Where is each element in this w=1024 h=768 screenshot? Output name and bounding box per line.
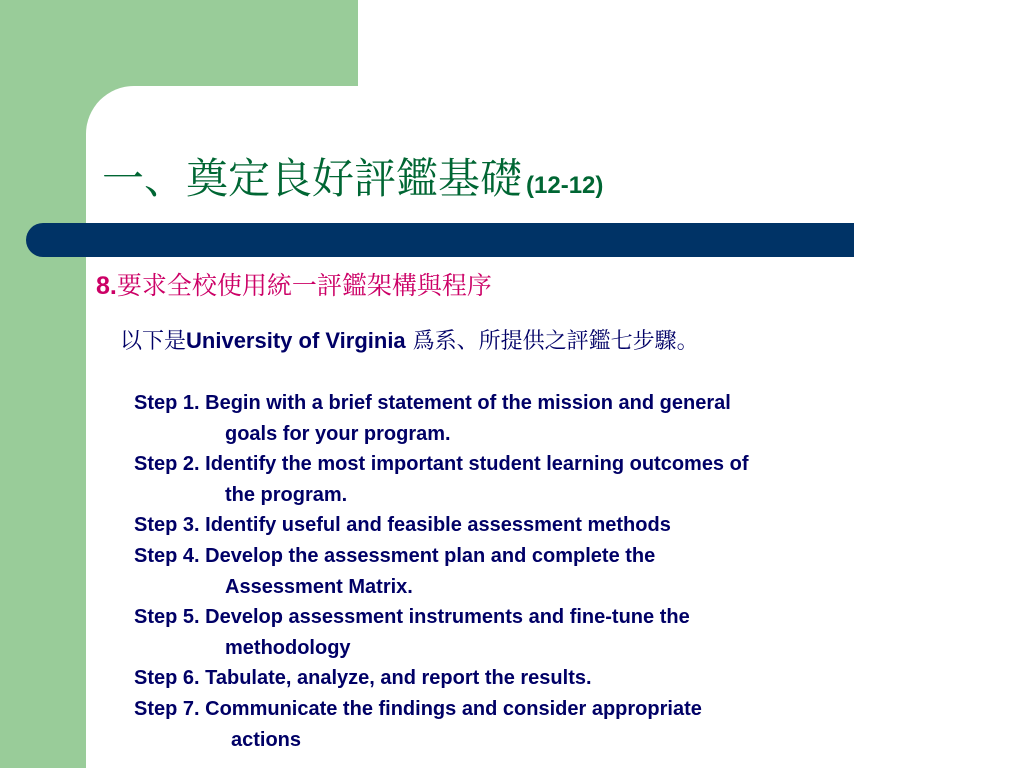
step-1-continuation: goals for your program. bbox=[225, 422, 451, 445]
intro-university: University of Virginia bbox=[186, 328, 406, 353]
slide-title-page: (12-12) bbox=[526, 172, 604, 199]
step-2: Step 2. Identify the most important student learning outcomes of bbox=[134, 453, 749, 476]
step-7-continuation: actions bbox=[231, 728, 302, 751]
step-2-continuation: the program. bbox=[225, 483, 348, 506]
subheading bbox=[96, 266, 492, 302]
step-5-continuation: methodology bbox=[225, 636, 351, 659]
intro-prefix: 以下是 bbox=[120, 329, 187, 354]
intro-suffix: 爲系、所提供之評鑑七步驟。 bbox=[405, 329, 699, 354]
subheading-text: 要求全校使用統一評鑑架構與程序 bbox=[116, 271, 492, 300]
step-5: Step 5. Develop assessment instruments and fine-tune the bbox=[134, 606, 690, 629]
step-3: Step 3. Identify useful and feasible assessment methods bbox=[134, 514, 671, 537]
title-divider-bar bbox=[26, 223, 854, 257]
step-4: Step 4. Develop the assessment plan and complete the bbox=[134, 544, 656, 567]
step-4-continuation: Assessment Matrix. bbox=[225, 575, 413, 598]
steps-list bbox=[134, 388, 749, 755]
slide-title bbox=[102, 146, 603, 206]
step-7: Step 7. Communicate the findings and consider appropriate bbox=[134, 697, 702, 720]
step-1: Step 1. Begin with a brief statement of the mission and general bbox=[134, 392, 731, 414]
slide-title-text: 一、奠定良好評鑑基礎 bbox=[102, 154, 523, 203]
step-6: Step 6. Tabulate, analyze, and report the results. bbox=[134, 667, 592, 690]
intro-line bbox=[120, 324, 699, 355]
subheading-number: 8. bbox=[96, 272, 117, 300]
